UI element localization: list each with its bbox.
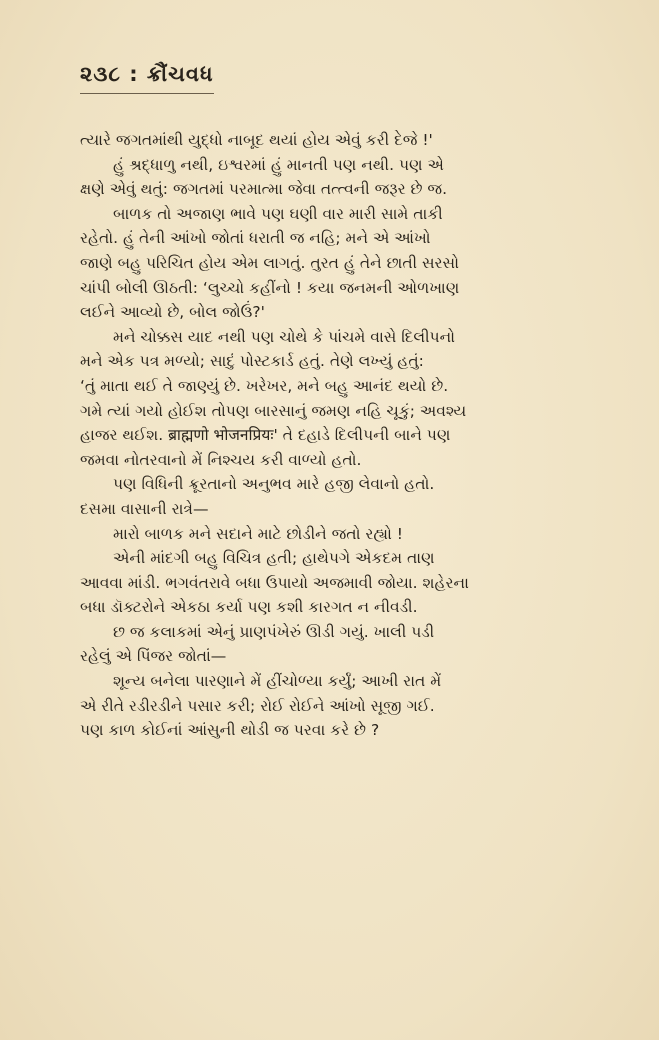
- text-line: જાણે બહુ પરિચિત હોય એમ લાગતું. તુરત હું તેને છાતી સરસો: [80, 253, 459, 272]
- text-line: મને ચોક્કસ યાદ નથી પણ ચોથે કે પાંચમે વાસે દિલીપનો: [113, 327, 456, 346]
- running-header: [80, 62, 214, 94]
- text-line: બધા ડૉક્ટરોને એકઠા કર્યા પણ કશી કારગત ન નીવડી.: [80, 598, 418, 617]
- text-line: દસમા વાસાની રાત્રે—: [80, 499, 209, 518]
- chapter-title: ક્રૌંચવધ: [146, 62, 214, 86]
- text-line: ક્ષણે એવું થતું: જગતમાં પરમાત્મા જેવા તત્ત્વની જરૂર છે જ.: [80, 180, 448, 199]
- text-line: હાજર થઈશ. ब्राह्मणो भोजनप्रियः' તે દહાડે દિલીપની બાને પણ: [80, 426, 451, 445]
- text-line: રહેલું એ પિંજર જોતાં—: [80, 647, 227, 666]
- text-line: જમવા નોતરવાનો મેં નિશ્ચય કરી વાળ્યો હતો.: [80, 450, 362, 469]
- header-separator: :: [129, 62, 139, 86]
- text-line: મને એક પત્ર મળ્યો; સાદું પોસ્ટકાર્ડ હતું. તેણે લખ્યું હતું:: [80, 352, 424, 371]
- text-line: હું શ્રદ્ધાળુ નથી, ઇશ્વરમાં હું માનતી પણ નથી. પણ એ: [113, 155, 444, 174]
- text-line: ‘તું માતા થઈ તે જાણ્યું છે. ખરેખર, મને બહુ આનંદ થયો છે.: [80, 376, 449, 395]
- text-line: પણ કાળ કોઈનાં આંસુની થોડી જ પરવા કરે છે ?: [80, 721, 380, 740]
- text-line: શૂન્ય બનેલા પારણાને મેં હીંચોળ્યા કર્યું; આખી રાત મેં: [113, 672, 442, 691]
- text-line: રહેતો. હું તેની આંખો જોતાં ધરાતી જ નહિ; મને એ આંખો: [80, 229, 431, 248]
- text-line: ચાંપી બોલી ઊઠતી: ‘લુચ્ચો કહીંનો ! કયા જનમની ઓળખાણ: [80, 278, 460, 297]
- text-line: પણ વિધિની ક્રૂરતાનો અનુભવ મારે હજી લેવાનો હતો.: [113, 475, 435, 494]
- text-line: મારો બાળક મને સદાને માટે છોડીને જતો રહ્યો !: [113, 524, 403, 543]
- page-body: [80, 128, 610, 743]
- text-line: બાળક તો અજાણ ભાવે પણ ઘણી વાર મારી સામે તાકી: [113, 204, 443, 223]
- text-line: એની માંદગી બહુ વિચિત્ર હતી; હાથેપગે એકદમ તાણ: [113, 549, 435, 568]
- text-line: આવવા માંડી. ભગવંતરાવે બધા ઉપાયો અજમાવી જોયા. શહેરના: [80, 573, 469, 592]
- text-line: લઈને આવ્યો છે, બોલ જોઉં?': [80, 303, 265, 322]
- page-number: ૨૩૮: [80, 62, 121, 86]
- text-line: ત્યારે જગતમાંથી યુદ્ધો નાબૂદ થયાં હોય એવું કરી દેજે !': [80, 131, 433, 149]
- text-line: છ જ કલાકમાં એનું પ્રાણપંખેરું ઊડી ગયું. ખાલી પડી: [113, 622, 435, 641]
- text-line: એ રીતે રડીરડીને પસાર કરી; રોઈ રોઈને આંખો સૂજી ગઈ.: [80, 696, 435, 715]
- text-line: ગમે ત્યાં ગયો હોઈશ તોપણ બારસાનું જમણ નહિ ચૂકું; અવશ્ય: [80, 401, 467, 420]
